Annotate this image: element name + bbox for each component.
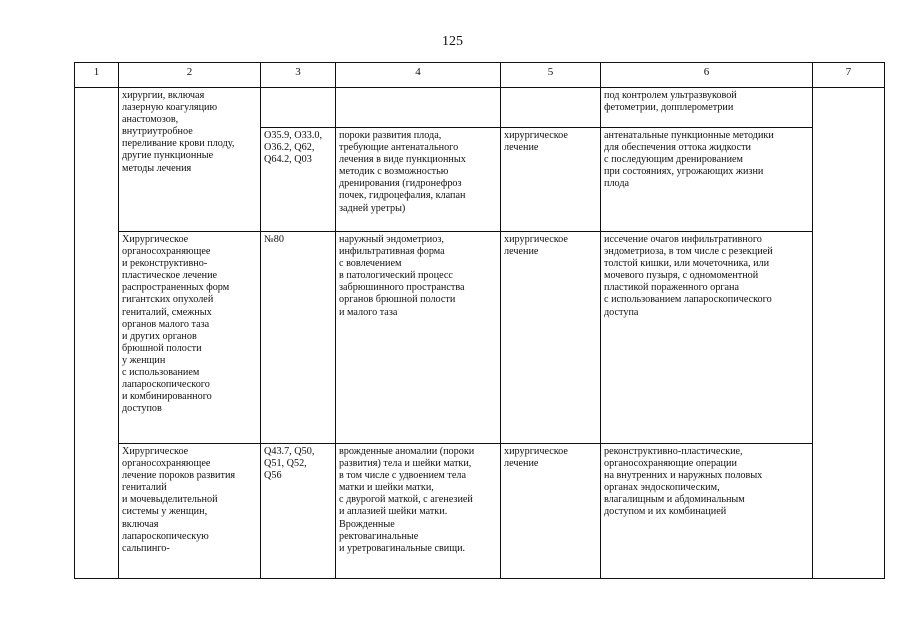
method-cell: антенатальные пункционные методики для обеспечения оттока жидкости с последующим дренированием при состояниях, угрожающих жизни плода	[601, 128, 813, 232]
column-header-3: 3	[261, 63, 336, 88]
procedure-name-cell: хирургии, включая лазерную коагуляцию анастомозов, внутриутробное переливание крови плоду, другие пункционные методы лечения	[119, 88, 261, 232]
page-number: 125	[442, 34, 463, 49]
diagnosis-cell: врожденные аномалии (пороки развития) тела и шейки матки, в том числе с удвоением тела матки и шейки матки, с двурогой маткой, с агенезией и аплазией шейки матки. Врожденные ректовагинальные и уретровагинальные свищи.	[336, 444, 501, 579]
table-cell-col7	[813, 88, 885, 579]
treatment-type-cell: хирургическое лечение	[501, 444, 601, 579]
method-cell: под контролем ультразвуковой фетометрии, допплерометрии	[601, 88, 813, 128]
icd-codes-cell: O35.9, O33.0, O36.2, Q62, Q64.2, Q03	[261, 128, 336, 232]
table-row	[75, 232, 885, 444]
method-cell: реконструктивно-пластические, органосохраняющие операции на внутренних и наружных половых органах эндоскопическим, влагалищным и абдоминальным доступом и их комбинацией	[601, 444, 813, 579]
treatment-type-cell: хирургическое лечение	[501, 232, 601, 444]
table-cell-col3	[261, 88, 336, 128]
table-cell-col4	[336, 88, 501, 128]
icd-codes-cell: Q43.7, Q50, Q51, Q52, Q56	[261, 444, 336, 579]
column-header-2: 2	[119, 63, 261, 88]
column-header-7: 7	[813, 63, 885, 88]
table-cell-col5	[501, 88, 601, 128]
icd-codes-cell: №80	[261, 232, 336, 444]
table-row	[75, 88, 885, 128]
procedure-name-cell: Хирургическое органосохраняющее и реконструктивно- пластическое лечение распространенных форм гигантских опухолей гениталий, смежных органов малого таза и других органов брюшной полости у женщин с использованием лапароскопического и комбинированного доступов	[119, 232, 261, 444]
column-header-4: 4	[336, 63, 501, 88]
treatment-type-cell: хирургическое лечение	[501, 128, 601, 232]
table-cell-col1	[75, 88, 119, 579]
diagnosis-cell: наружный эндометриоз, инфильтративная форма с вовлечением в патологический процесс забрюшинного пространства органов брюшной полости и малого таза	[336, 232, 501, 444]
table-header-row	[75, 63, 885, 88]
column-header-1: 1	[75, 63, 119, 88]
column-header-5: 5	[501, 63, 601, 88]
method-cell: иссечение очагов инфильтративного эндометриоза, в том числе с резекцией толстой кишки, или мочеточника, или мочевого пузыря, с одномоментной пластикой пораженного органа с использованием лапароскопического доступа	[601, 232, 813, 444]
medical-procedures-table	[74, 62, 885, 579]
table-row	[75, 444, 885, 579]
procedure-name-cell: Хирургическое органосохраняющее лечение пороков развития гениталий и мочевыделительной системы у женщин, включая лапароскопическую сальпинго-	[119, 444, 261, 579]
diagnosis-cell: пороки развития плода, требующие антенатального лечения в виде пункционных методик с возможностью дренирования (гидронефроз почек, гидроцефалия, клапан задней уретры)	[336, 128, 501, 232]
column-header-6: 6	[601, 63, 813, 88]
